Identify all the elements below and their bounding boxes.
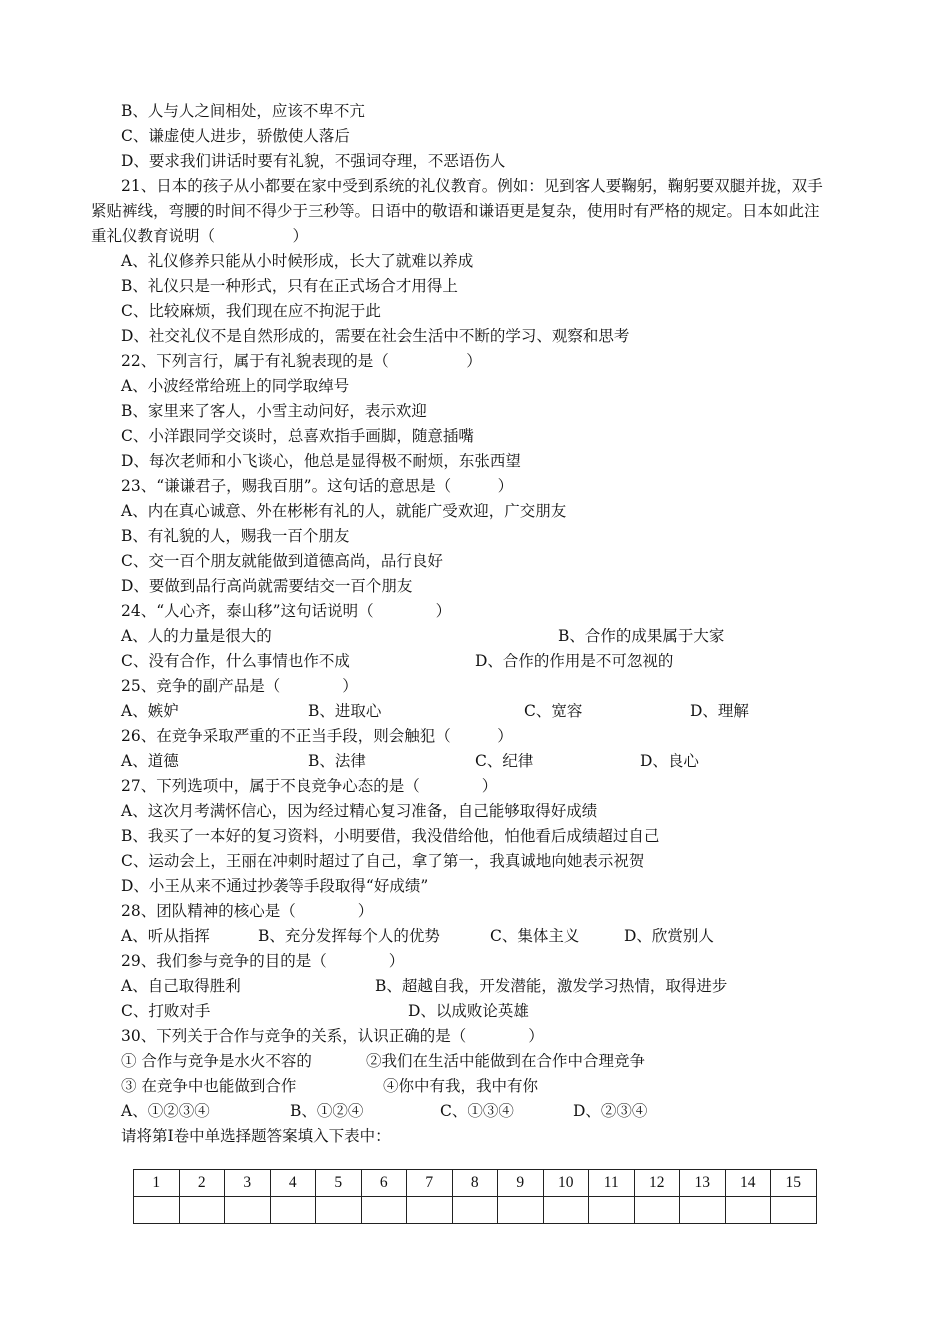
answer-cell[interactable]: [589, 1197, 635, 1224]
option-line: D、每次老师和小飞谈心，他总是显得极不耐烦，东张西望: [121, 452, 521, 470]
answer-header-row: [134, 1170, 817, 1197]
question-stem: 30、下列关于合作与竞争的关系，认识正确的是（ ）: [121, 1027, 544, 1045]
answer-header-cell: 12: [634, 1170, 680, 1197]
option-line: B、家里来了客人，小雪主动问好，表示欢迎: [121, 402, 427, 420]
answer-cell[interactable]: [225, 1197, 271, 1224]
answer-cell[interactable]: [134, 1197, 180, 1224]
option-d: D、良心: [640, 752, 699, 770]
option-b: B、充分发挥每个人的优势: [258, 927, 440, 945]
answer-header-cell: 6: [361, 1170, 407, 1197]
answer-cell[interactable]: [316, 1197, 362, 1224]
answer-header-cell: 14: [725, 1170, 771, 1197]
option-d: D、以成败论英雄: [408, 1002, 529, 1020]
answer-header-cell: 1: [134, 1170, 180, 1197]
option-d: D、②③④: [573, 1102, 648, 1120]
question-stem: 26、在竞争采取严重的不正当手段，则会触犯（ ）: [121, 727, 513, 745]
question-stem: 21、日本的孩子从小都要在家中受到系统的礼仪教育。例如：见到客人要鞠躬，鞠躬要双腿并拢，双手: [121, 177, 823, 195]
option-d: D、欣赏别人: [624, 927, 714, 945]
option-c: C、宽容: [524, 702, 583, 720]
answer-cell[interactable]: [452, 1197, 498, 1224]
option-b: B、进取心: [308, 702, 382, 720]
answer-header-cell: 3: [225, 1170, 271, 1197]
option-line: C、交一百个朋友就能做到道德高尚，品行良好: [121, 552, 443, 570]
answer-cell[interactable]: [361, 1197, 407, 1224]
answer-header-cell: 15: [771, 1170, 817, 1197]
option-line: A、这次月考满怀信心，因为经过精心复习准备，自己能够取得好成绩: [121, 802, 598, 820]
answer-header-cell: 11: [589, 1170, 635, 1197]
answer-cell[interactable]: [407, 1197, 453, 1224]
answer-cell[interactable]: [543, 1197, 589, 1224]
statement-4: ④你中有我，我中有你: [383, 1077, 539, 1095]
option-line: A、小波经常给班上的同学取绰号: [121, 377, 350, 395]
option-line: B、礼仪只是一种形式，只有在正式场合才用得上: [121, 277, 458, 295]
answer-header-cell: 10: [543, 1170, 589, 1197]
option-a: A、①②③④: [121, 1102, 210, 1120]
answer-header-cell: 5: [316, 1170, 362, 1197]
option-c: C、纪律: [475, 752, 534, 770]
statement-1: ① 合作与竞争是水火不容的: [121, 1052, 312, 1070]
option-a: A、听从指挥: [121, 927, 210, 945]
question-stem: 29、我们参与竞争的目的是（ ）: [121, 952, 405, 970]
option-a: A、自己取得胜利: [121, 977, 241, 995]
answer-cell[interactable]: [725, 1197, 771, 1224]
question-stem: 24、“人心齐，泰山移”这句话说明（ ）: [121, 602, 452, 620]
option-line: A、礼仪修养只能从小时候形成，长大了就难以养成: [121, 252, 474, 270]
answer-header-cell: 7: [407, 1170, 453, 1197]
question-stem: 23、“谦谦君子，赐我百朋”。这句话的意思是（ ）: [121, 477, 514, 495]
option-c: C、没有合作，什么事情也作不成: [121, 652, 350, 670]
option-line: C、运动会上，王丽在冲刺时超过了自己，拿了第一，我真诚地向她表示祝贺: [121, 852, 645, 870]
question-stem: 28、团队精神的核心是（ ）: [121, 902, 374, 920]
answer-header-cell: 13: [680, 1170, 726, 1197]
option-a: A、嫉妒: [121, 702, 179, 720]
option-b: B、超越自我，开发潜能，激发学习热情，取得进步: [375, 977, 728, 995]
answer-cell[interactable]: [771, 1197, 817, 1224]
answer-header-cell: 4: [270, 1170, 316, 1197]
text-line: 紧贴裤线，弯腰的时间不得少于三秒等。日语中的敬语和谦语更是复杂，使用时有严格的规定。日本如此注: [91, 202, 820, 220]
answer-cell[interactable]: [680, 1197, 726, 1224]
answer-blank-row: [134, 1197, 817, 1224]
option-line: D、要做到品行高尚就需要结交一百个朋友: [121, 577, 413, 595]
answer-table: [133, 1169, 817, 1224]
option-c: C、①③④: [440, 1102, 514, 1120]
text-line: 重礼仪教育说明（ ）: [91, 227, 309, 245]
statement-2: ②我们在生活中能做到在合作中合理竞争: [366, 1052, 646, 1070]
answer-cell[interactable]: [270, 1197, 316, 1224]
option-b: B、合作的成果属于大家: [558, 627, 725, 645]
option-d: D、合作的作用是不可忽视的: [475, 652, 674, 670]
answer-cell[interactable]: [179, 1197, 225, 1224]
text-line: C、谦虚使人进步，骄傲使人落后: [121, 127, 350, 145]
question-stem: 27、下列选项中，属于不良竞争心态的是（ ）: [121, 777, 498, 795]
option-c: C、集体主义: [490, 927, 580, 945]
text-line: D、要求我们讲话时要有礼貌，不强词夺理，不恶语伤人: [121, 152, 506, 170]
answer-header-cell: 8: [452, 1170, 498, 1197]
answer-header-cell: 2: [179, 1170, 225, 1197]
option-d: D、理解: [690, 702, 749, 720]
option-c: C、打败对手: [121, 1002, 211, 1020]
option-line: C、小洋跟同学交谈时，总喜欢指手画脚，随意插嘴: [121, 427, 474, 445]
question-stem: 22、下列言行，属于有礼貌表现的是（ ）: [121, 352, 482, 370]
question-stem: 25、竞争的副产品是（ ）: [121, 677, 358, 695]
option-line: B、有礼貌的人，赐我一百个朋友: [121, 527, 350, 545]
option-line: D、小王从来不通过抄袭等手段取得“好成绩”: [121, 877, 429, 895]
option-b: B、①②④: [290, 1102, 364, 1120]
answer-header-cell: 9: [498, 1170, 544, 1197]
option-a: A、人的力量是很大的: [121, 627, 272, 645]
option-line: C、比较麻烦，我们现在应不拘泥于此: [121, 302, 381, 320]
option-line: D、社交礼仪不是自然形成的，需要在社会生活中不断的学习、观察和思考: [121, 327, 630, 345]
statement-3: ③ 在竞争中也能做到合作: [121, 1077, 297, 1095]
option-line: A、内在真心诚意、外在彬彬有礼的人，就能广受欢迎，广交朋友: [121, 502, 567, 520]
answer-cell[interactable]: [498, 1197, 544, 1224]
text-line: B、人与人之间相处，应该不卑不亢: [121, 102, 365, 120]
answer-cell[interactable]: [634, 1197, 680, 1224]
answer-instruction: 请将第Ⅰ卷中单选择题答案填入下表中：: [121, 1127, 391, 1145]
option-a: A、道德: [121, 752, 179, 770]
option-line: B、我买了一本好的复习资料，小明要借，我没借给他，怕他看后成绩超过自己: [121, 827, 660, 845]
option-b: B、法律: [308, 752, 366, 770]
